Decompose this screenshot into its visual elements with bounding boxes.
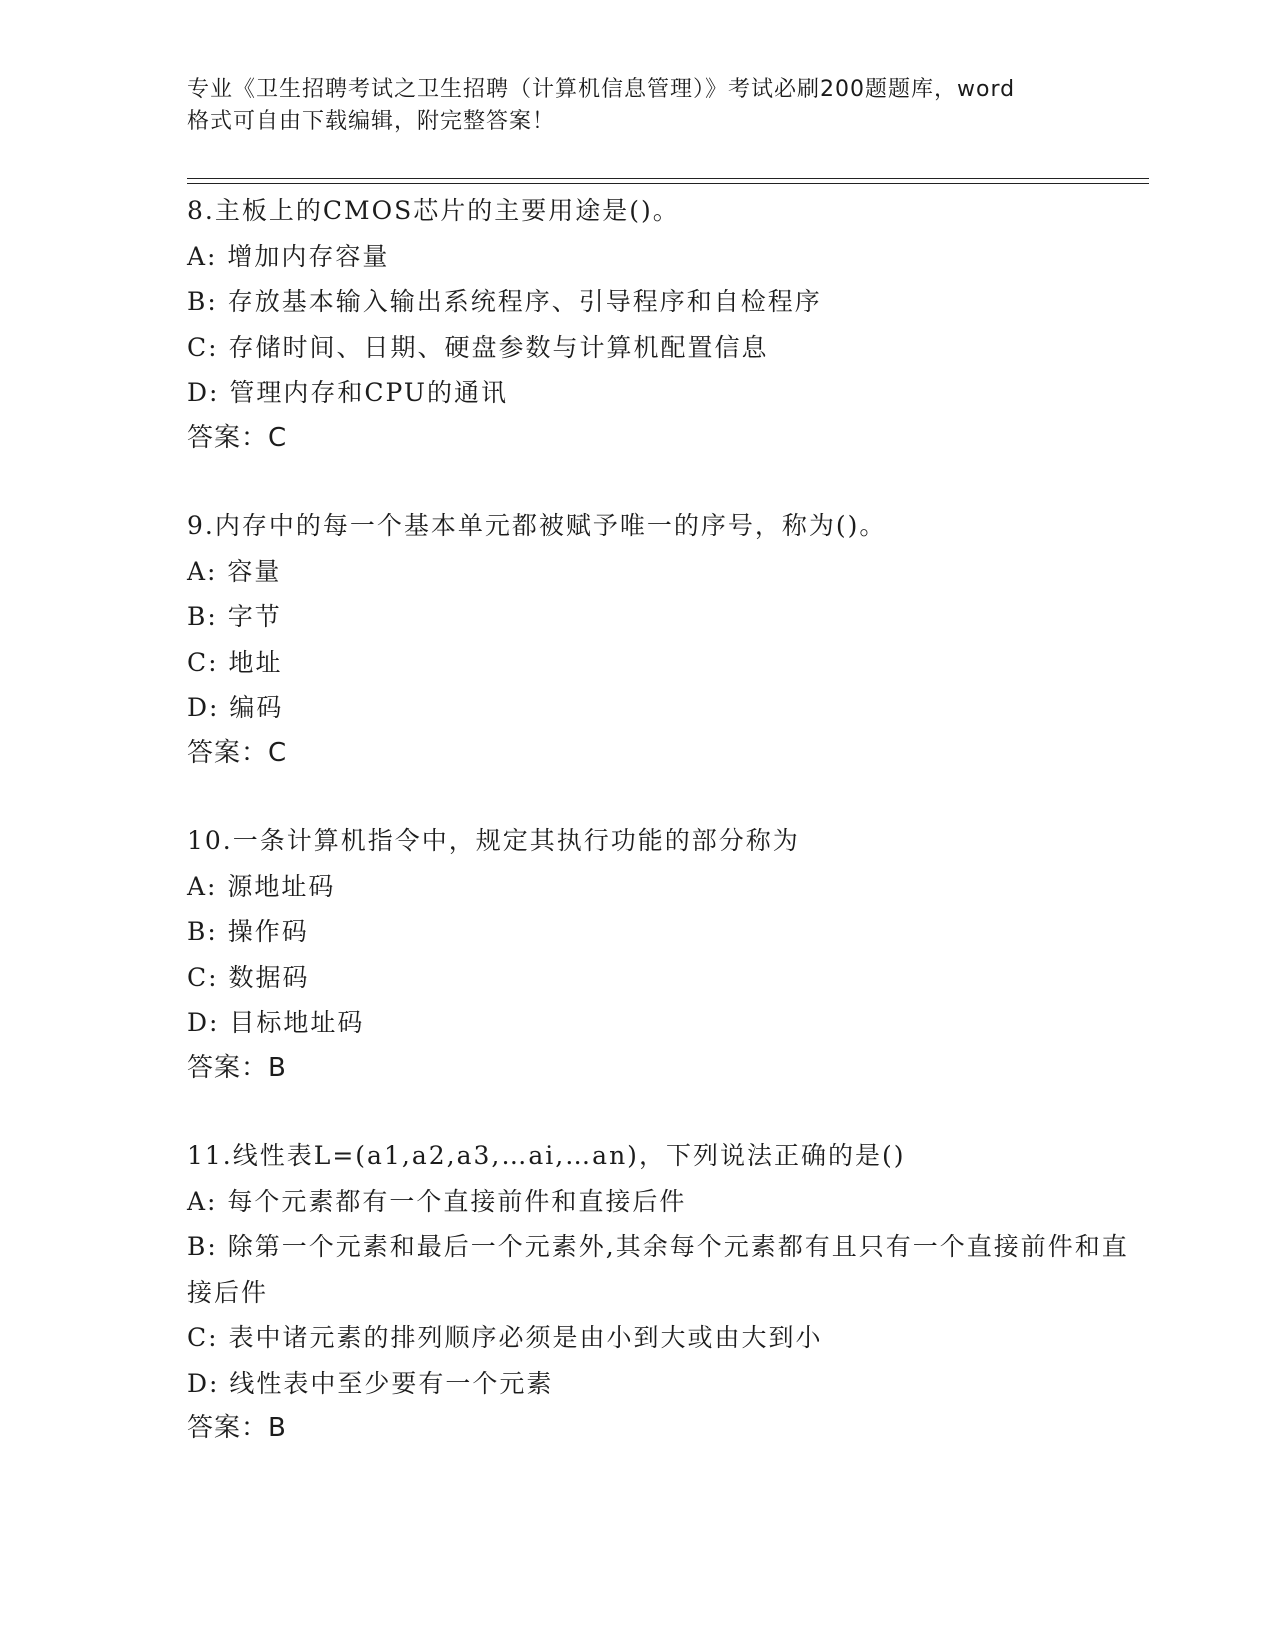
option-d: D: 目标地址码 <box>187 1008 365 1037</box>
question-10 <box>187 818 1147 1091</box>
answer-label: 答案：B <box>187 1052 287 1083</box>
option-d: D: 编码 <box>187 693 284 722</box>
answer-label: 答案：B <box>187 1413 287 1443</box>
question-8 <box>187 188 1147 461</box>
option-b: B: 除第一个元素和最后一个元素外,其余每个元素都有且只有一个直接前件和直接后件 <box>187 1232 1129 1307</box>
option-b: B: 字节 <box>187 602 282 631</box>
option-b: B: 存放基本输入输出系统程序、引导程序和自检程序 <box>187 287 822 316</box>
option-c: C: 地址 <box>187 647 283 677</box>
header-divider-bottom <box>187 183 1149 184</box>
answer-label: 答案：C <box>187 422 288 453</box>
option-c: C: 表中诸元素的排列顺序必须是由小到大或由大到小 <box>187 1323 823 1352</box>
option-d: D: 线性表中至少要有一个元素 <box>187 1368 554 1398</box>
header-divider-top <box>187 178 1149 179</box>
option-a: A: 增加内存容量 <box>187 241 390 271</box>
question-stem: 10.一条计算机指令中，规定其执行功能的部分称为 <box>187 826 800 855</box>
question-stem: 11.线性表L=(a1,a2,a3,…ai,…an)，下列说法正确的是() <box>187 1141 906 1170</box>
answer-label: 答案：C <box>187 737 288 768</box>
header-line-2: 格式可自由下载编辑，附完整答案！ <box>187 109 556 134</box>
question-stem: 8.主板上的CMOS芯片的主要用途是()。 <box>187 196 680 225</box>
option-d: D: 管理内存和CPU的通讯 <box>187 378 508 407</box>
option-c: C: 存储时间、日期、硬盘参数与计算机配置信息 <box>187 332 769 362</box>
question-9 <box>187 503 1147 776</box>
option-c: C: 数据码 <box>187 962 310 992</box>
option-b: B: 操作码 <box>187 917 309 946</box>
option-a: A: 容量 <box>187 556 282 586</box>
question-11 <box>187 1133 1147 1452</box>
question-list <box>187 188 1147 1494</box>
document-header <box>187 74 1087 138</box>
option-a: A: 每个元素都有一个直接前件和直接后件 <box>187 1186 687 1216</box>
header-line-1: 专业《卫生招聘考试之卫生招聘（计算机信息管理）》考试必刷200题题库，word <box>187 77 1016 102</box>
question-stem: 9.内存中的每一个基本单元都被赋予唯一的序号，称为()。 <box>187 511 887 540</box>
option-a: A: 源地址码 <box>187 871 336 901</box>
